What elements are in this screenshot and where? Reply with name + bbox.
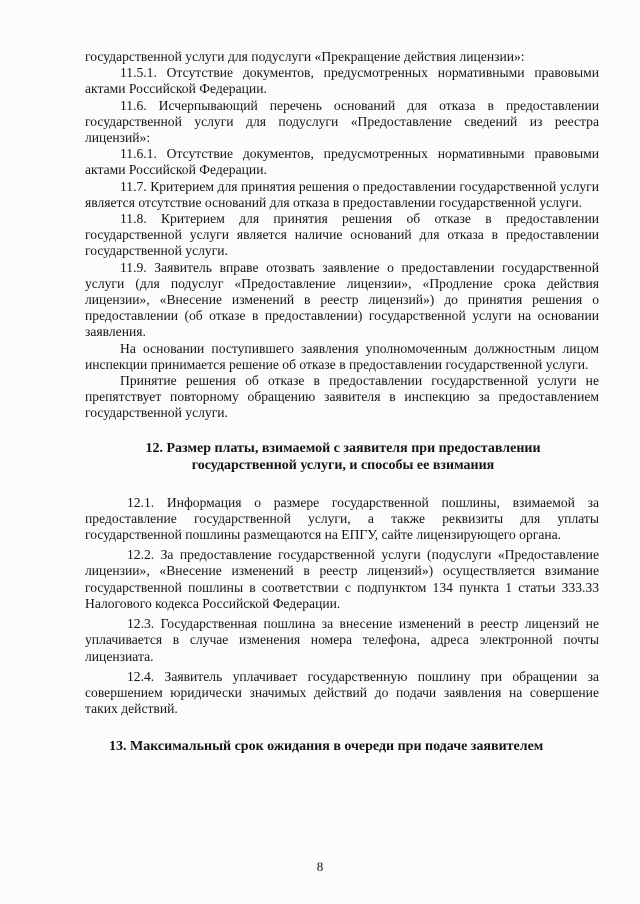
paragraph-11-9: 11.9. Заявитель вправе отозвать заявление о предоставлении государственной услуги (для подуслуг «Предоставление лицензии», «Продление срока действия лицензии», «Внесение изменений в реестр лицензий») до принятия решения о предоставлении (об отказе в предоставлении) государственной услуги на основании заявления. bbox=[85, 259, 599, 340]
paragraph-11-6: 11.6. Исчерпывающий перечень оснований для отказа в предоставлении государственной услуги для подуслуги «Предоставление сведений из реестра лицензий»: bbox=[85, 97, 599, 146]
paragraph-12-3: 12.3. Государственная пошлина за внесение изменений в реестр лицензий не уплачивается в случае изменения номера телефона, адреса электронной почты лицензиата. bbox=[85, 616, 599, 664]
paragraph-continuation: государственной услуги для подуслуги «Прекращение действия лицензии»: bbox=[85, 49, 525, 64]
paragraph-11-7: 11.7. Критерием для принятия решения о предоставлении государственной услуги является отсутствие оснований для отказа в предоставлении государственной услуги. bbox=[85, 178, 599, 210]
section-12-body bbox=[85, 495, 599, 718]
document-body bbox=[85, 49, 599, 755]
page-number: 8 bbox=[316, 859, 324, 874]
paragraph-refusal-decision: На основании поступившего заявления уполномоченным должностным лицом инспекции принимается решение об отказе в предоставлении государственной услуги. bbox=[85, 340, 599, 372]
paragraph-11-6-1: 11.6.1. Отсутствие документов, предусмотренных нормативными правовыми актами Российской Федерации. bbox=[85, 146, 599, 178]
section-13-heading: 13. Максимальный срок ожидания в очереди при подаче заявителем bbox=[109, 739, 544, 755]
paragraph-11-5-1: 11.5.1. Отсутствие документов, предусмотренных нормативными правовыми актами Российской Федерации. bbox=[85, 65, 599, 97]
paragraph-12-4: 12.4. Заявитель уплачивает государственную пошлину при обращении за совершением юридически значимых действий до подачи заявления на совершение таких действий. bbox=[85, 668, 599, 717]
paragraph-12-1: 12.1. Информация о размере государственной пошлины, взимаемой за предоставление государственной услуги, а также реквизиты для уплаты государственной пошлины размещаются на ЕПГУ, сайте лицензирующего органа. bbox=[85, 494, 599, 543]
paragraph-repeat-application: Принятие решения об отказе в предоставлении государственной услуги не препятствует повторному обращению заявителя в инспекцию за предоставлением государственной услуги. bbox=[85, 373, 599, 421]
section-12-heading-line1: 12. Размер платы, взимаемой с заявителя при предоставлении bbox=[145, 440, 541, 456]
section-12-heading-line2: государственной услуги, и способы ее взимания bbox=[191, 457, 495, 473]
paragraph-12-2: 12.2. За предоставление государственной услуги (подуслуги «Предоставление лицензии», «Внесение изменений в реестр лицензий») осуществляется взимание государственной пошлины в соответствии с подпунктом 134 пункта 1 статьи 333.33 Налогового кодекса Российской Федерации. bbox=[85, 547, 599, 611]
section-12-heading bbox=[85, 440, 599, 474]
paragraph-11-8: 11.8. Критерием для принятия решения об отказе в предоставлении государственной услуги является наличие оснований для отказа в предоставлении государственной услуги. bbox=[85, 211, 599, 259]
